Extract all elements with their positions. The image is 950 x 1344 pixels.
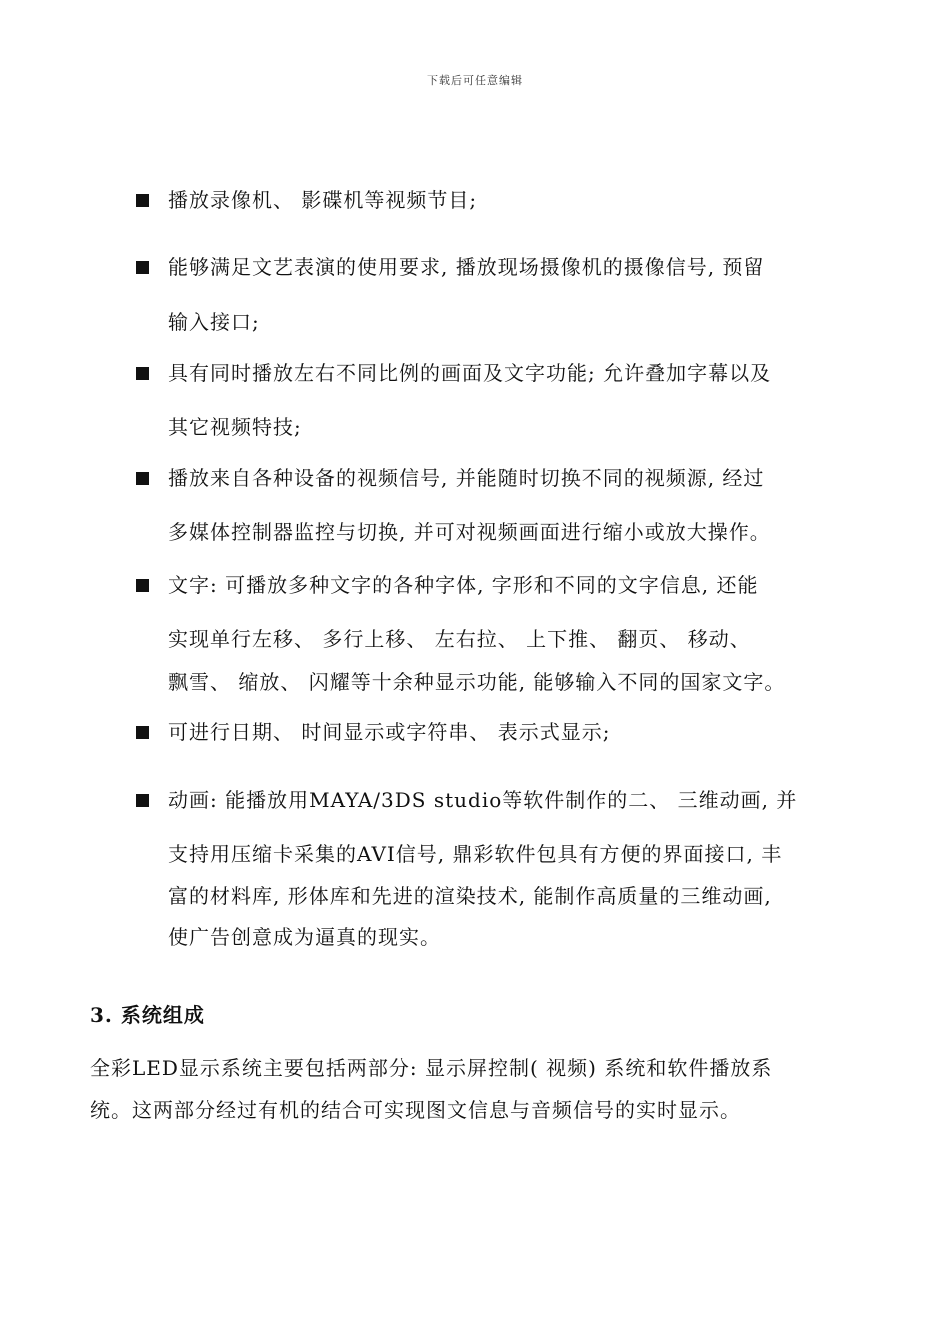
section-paragraph-line: 统。这两部分经过有机的结合可实现图文信息与音频信号的实时显示。 [90, 1098, 741, 1122]
bullet-marker [136, 194, 149, 207]
bullet-text-line: 多媒体控制器监控与切换, 并可对视频画面进行缩小或放大操作。 [168, 520, 771, 544]
bullet-text-line: 播放录像机、 影碟机等视频节目; [168, 188, 478, 212]
bullet-marker [136, 579, 149, 592]
bullet-text-line: 文字: 可播放多种文字的各种字体, 字形和不同的文字信息, 还能 [168, 573, 759, 597]
bullet-text-line: 能够满足文艺表演的使用要求, 播放现场摄像机的摄像信号, 预留 [168, 255, 765, 279]
bullet-text-line: 富的材料库, 形体库和先进的渲染技术, 能制作高质量的三维动画, [168, 884, 772, 908]
bullet-text-line: 动画: 能播放用MAYA/3DS studio等软件制作的二、 三维动画, 并 [168, 788, 798, 812]
section-heading: 3. 系统组成 [90, 1003, 205, 1027]
bullet-text-line: 飘雪、 缩放、 闪耀等十余种显示功能, 能够输入不同的国家文字。 [168, 670, 786, 694]
bullet-marker [136, 261, 149, 274]
section-paragraph-line: 全彩LED显示系统主要包括两部分: 显示屏控制( 视频) 系统和软件播放系 [90, 1056, 773, 1080]
bullet-marker [136, 794, 149, 807]
bullet-marker [136, 726, 149, 739]
bullet-text-line: 播放来自各种设备的视频信号, 并能随时切换不同的视频源, 经过 [168, 466, 765, 490]
bullet-marker [136, 367, 149, 380]
bullet-text-line: 具有同时播放左右不同比例的画面及文字功能; 允许叠加字幕以及 [168, 361, 772, 385]
bullet-marker [136, 472, 149, 485]
bullet-text-line: 支持用压缩卡采集的AVI信号, 鼎彩软件包具有方便的界面接口, 丰 [168, 842, 783, 866]
bullet-text-line: 其它视频特技; [168, 415, 302, 439]
bullet-text-line: 可进行日期、 时间显示或字符串、 表示式显示; [168, 720, 611, 744]
bullet-text-line: 输入接口; [168, 310, 260, 334]
bullet-text-line: 实现单行左移、 多行上移、 左右拉、 上下推、 翻页、 移动、 [168, 627, 751, 651]
page-header: 下载后可任意编辑 [427, 74, 523, 87]
bullet-text-line: 使广告创意成为逼真的现实。 [168, 925, 441, 949]
